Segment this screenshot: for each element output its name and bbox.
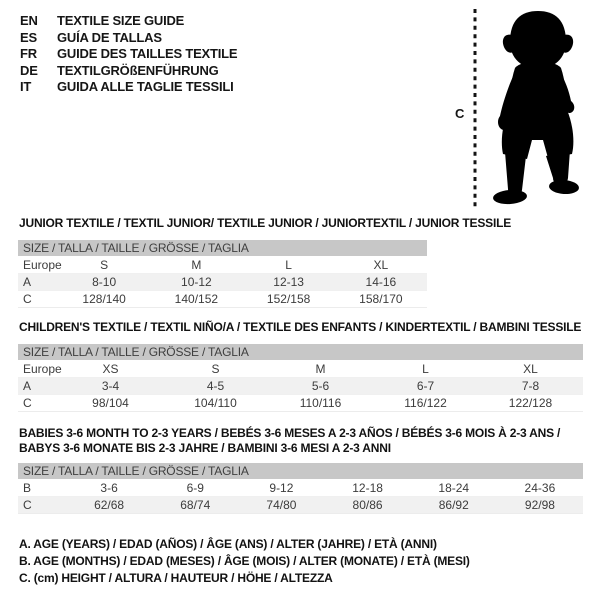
childrens-size-table [18,344,583,412]
size-header-bar: SIZE / TALLA / TAILLE / GRÖSSE / TAGLIA [18,240,427,256]
table-row [18,360,583,377]
table-cell: 158/170 [359,292,403,306]
junior-table-title: JUNIOR TEXTILE / TEXTIL JUNIOR/ TEXTILE JUNIOR / JUNIORTEXTIL / JUNIOR TESSILE [19,216,512,230]
table-row [18,479,583,496]
table-cell: 116/122 [404,396,447,410]
language-row-fr [20,46,237,63]
junior-size-table [18,240,427,308]
row-label: Europe [23,258,62,272]
language-header [20,13,237,96]
language-label: GUÍA DE TALLAS [57,29,162,45]
table-row [18,377,583,394]
row-label: C [23,292,32,306]
language-label: GUIDA ALLE TAGLIE TESSILI [57,79,234,95]
measurement-legend [19,536,470,588]
table-cell: 14-16 [365,275,397,289]
table-cell: 86/92 [438,498,469,512]
legend-line-b: B. AGE (MONTHS) / EDAD (MESES) / ÂGE (MOIS) / ALTER (MONATE) / ETÀ (MESI) [19,554,470,569]
table-row [18,273,427,290]
table-cell: 140/152 [174,292,219,306]
table-cell: 74/80 [266,498,297,512]
table-cell: 10-12 [181,275,212,289]
babies-table-title-line1: BABIES 3-6 MONTH TO 2-3 YEARS / BEBÉS 3-6 MESES A 2-3 AÑOS / BÉBÉS 3-6 MOIS À 2-3 ANS / [19,426,561,440]
table-cell: 62/68 [94,498,125,512]
size-header-bar: SIZE / TALLA / TAILLE / GRÖSSE / TAGLIA [18,344,583,360]
baby-left-foot [493,189,528,205]
table-cell: 4-5 [206,379,225,393]
table-cell: 80/86 [352,498,383,512]
language-label: TEXTILE SIZE GUIDE [57,13,185,28]
row-label: C [23,396,32,410]
table-cell: S [100,258,109,272]
table-cell: 122/128 [508,396,553,410]
table-cell: XL [523,362,538,376]
row-label: A [23,275,32,289]
language-code: DE [20,62,38,78]
table-cell: 9-12 [269,481,294,495]
table-cell: L [285,258,292,272]
table-row [18,394,583,411]
row-label: B [23,481,32,495]
table-cell: 98/104 [92,396,129,410]
table-cell: 6-9 [186,481,204,495]
table-cell: 110/116 [299,396,342,410]
babies-table-title-line2: BABYS 3-6 MONATE BIS 2-3 JAHRE / BAMBINI 3-6 MESI A 2-3 ANNI [19,440,391,455]
row-label: C [23,498,32,512]
row-label: A [23,379,32,393]
language-row-de [20,63,237,80]
baby-left-leg [505,152,526,196]
language-row-es [20,30,237,47]
table-cell: 128/140 [82,292,126,306]
table-cell: S [211,362,220,376]
table-cell: 6-7 [416,379,435,393]
baby-right-leg [546,150,570,185]
table-cell: 3-6 [100,481,118,495]
table-cell: 12-18 [352,481,383,495]
height-measure-label: C [455,106,465,121]
row-label: Europe [23,362,62,376]
language-code: FR [20,46,37,62]
table-cell: 5-6 [311,379,330,393]
childrens-table-title: CHILDREN'S TEXTILE / TEXTIL NIÑO/A / TEXTILE DES ENFANTS / KINDERTEXTIL / BAMBINI TESSILE [19,320,582,334]
table-cell: 18-24 [438,481,470,495]
language-label: TEXTILGRÖßENFÜHRUNG [57,62,219,78]
baby-right-foot [549,179,580,195]
table-cell: XS [102,362,119,376]
baby-shorts [502,110,574,159]
language-code: ES [20,29,37,45]
table-cell: M [191,258,202,272]
baby-head [510,11,566,69]
legend-line-a: A. AGE (YEARS) / EDAD (AÑOS) / ÂGE (ANS) / ALTER (JAHRE) / ETÀ (ANNI) [19,537,437,551]
language-code: IT [20,79,32,95]
table-cell: 7-8 [521,379,540,393]
height-measure-dashed-line [472,9,478,209]
legend-line-c: C. (cm) HEIGHT / ALTURA / HAUTEUR / HÖHE / ALTEZZA [19,571,333,586]
language-row-it [20,79,237,96]
table-cell: 152/158 [266,292,311,306]
babies-table-title [19,426,560,455]
size-header-bar: SIZE / TALLA / TAILLE / GRÖSSE / TAGLIA [18,463,583,479]
table-cell: 68/74 [180,498,211,512]
table-cell: 3-4 [101,379,120,393]
language-code: EN [20,13,38,28]
table-cell: 104/110 [194,396,237,410]
table-cell: L [422,362,429,376]
table-cell: M [315,362,326,376]
babies-size-table [18,463,583,514]
baby-silhouette-image [482,6,594,208]
language-label: GUIDE DES TAILLES TEXTILE [57,46,238,62]
table-row [18,256,427,273]
table-cell: 24-36 [524,481,556,495]
table-cell: 92/98 [524,498,555,512]
table-row [18,496,583,513]
table-cell: 8-10 [92,275,117,289]
table-cell: XL [373,258,389,272]
table-cell: 12-13 [273,275,304,289]
table-row [18,290,427,307]
language-row-en [20,13,237,30]
